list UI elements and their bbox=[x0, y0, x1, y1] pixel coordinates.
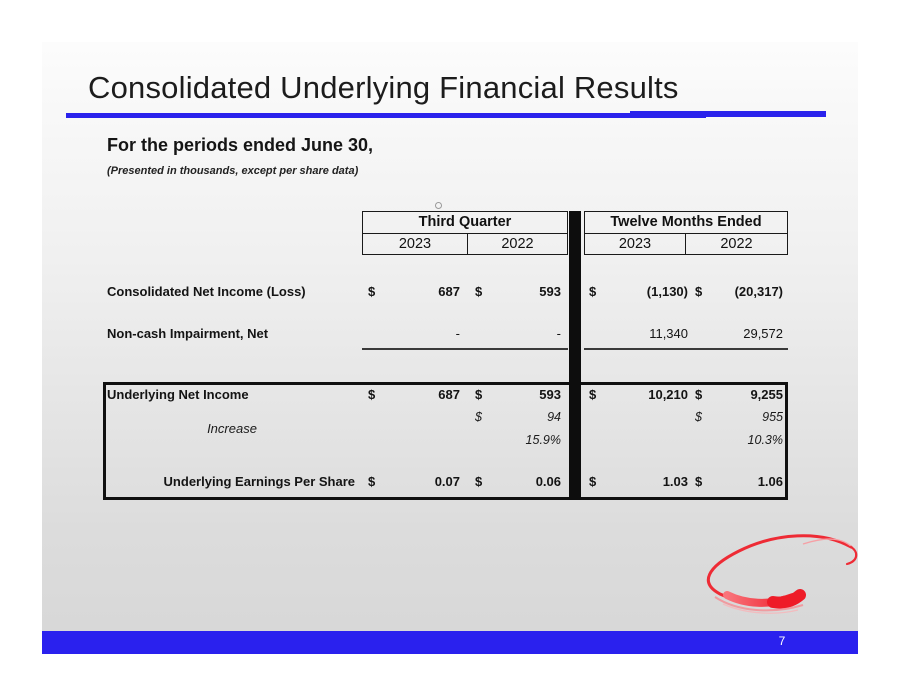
units-note: (Presented in thousands, except per share data) bbox=[107, 165, 359, 177]
title-underline bbox=[66, 113, 706, 118]
header-third-quarter bbox=[362, 211, 568, 255]
title-underline-overlay bbox=[630, 111, 826, 117]
table-row-consolidated-net-income bbox=[42, 283, 858, 301]
row-label: Underlying Net Income bbox=[107, 387, 249, 402]
cell-q3-2023: - bbox=[455, 326, 460, 341]
cell-ytd-increase: $ 955 bbox=[695, 410, 783, 424]
row-label: Consolidated Net Income (Loss) bbox=[107, 284, 306, 299]
cell-q3-2022: $ 593 bbox=[475, 387, 561, 402]
cell-q3-2023: $ 0.07 bbox=[368, 474, 460, 489]
cell-q3-increase-pct: 15.9% bbox=[525, 433, 561, 447]
cell-ytd-2022: $ 1.06 bbox=[695, 474, 783, 489]
year-header-2023: 2023 bbox=[363, 234, 468, 254]
cell-q3-2022: $ 0.06 bbox=[475, 474, 561, 489]
page-number: 7 bbox=[778, 634, 786, 648]
presentation-slide bbox=[42, 42, 858, 654]
row-label: Non-cash Impairment, Net bbox=[107, 326, 269, 341]
red-swoosh-logo-icon bbox=[693, 525, 861, 617]
slide-title: Consolidated Underlying Financial Results bbox=[88, 70, 679, 105]
column-group-label: Third Quarter bbox=[363, 212, 567, 234]
selection-handle-artifact bbox=[435, 202, 442, 209]
table-row-underlying-net-income bbox=[42, 386, 858, 404]
header-twelve-months bbox=[584, 211, 788, 255]
cell-ytd-2023: $ (1,130) bbox=[589, 284, 688, 299]
cell-ytd-2022: $ (20,317) bbox=[695, 284, 783, 299]
cell-ytd-2023: $ 10,210 bbox=[589, 387, 688, 402]
cell-ytd-2022: $ 9,255 bbox=[695, 387, 783, 402]
cell-q3-increase: $ 94 bbox=[475, 410, 561, 424]
column-group-divider bbox=[569, 211, 581, 500]
cell-ytd-2022: 29,572 bbox=[743, 326, 783, 341]
period-subtitle: For the periods ended June 30, bbox=[107, 135, 374, 155]
table-row-impairment bbox=[42, 325, 858, 343]
cell-q3-2023: $ 687 bbox=[368, 284, 460, 299]
table-row-increase-percent bbox=[42, 431, 858, 449]
increase-label: Increase bbox=[207, 421, 257, 436]
table-row-underlying-eps bbox=[42, 473, 858, 491]
year-header-2022: 2022 bbox=[720, 236, 753, 252]
column-group-label: Twelve Months Ended bbox=[585, 212, 787, 234]
cell-ytd-2023: 11,340 bbox=[649, 326, 688, 341]
cell-ytd-increase-pct: 10.3% bbox=[747, 433, 783, 447]
year-header-2022: 2022 bbox=[501, 236, 534, 252]
year-header-2023: 2023 bbox=[585, 234, 686, 254]
row-label: Underlying Earnings Per Share bbox=[163, 474, 355, 489]
cell-ytd-2023: $ 1.03 bbox=[589, 474, 688, 489]
cell-q3-2022: $ 593 bbox=[475, 284, 561, 299]
subtotal-rule-right bbox=[584, 348, 788, 350]
cell-q3-2022: - bbox=[556, 326, 561, 341]
cell-q3-2023: $ 687 bbox=[368, 387, 460, 402]
subtotal-rule-left bbox=[362, 348, 568, 350]
